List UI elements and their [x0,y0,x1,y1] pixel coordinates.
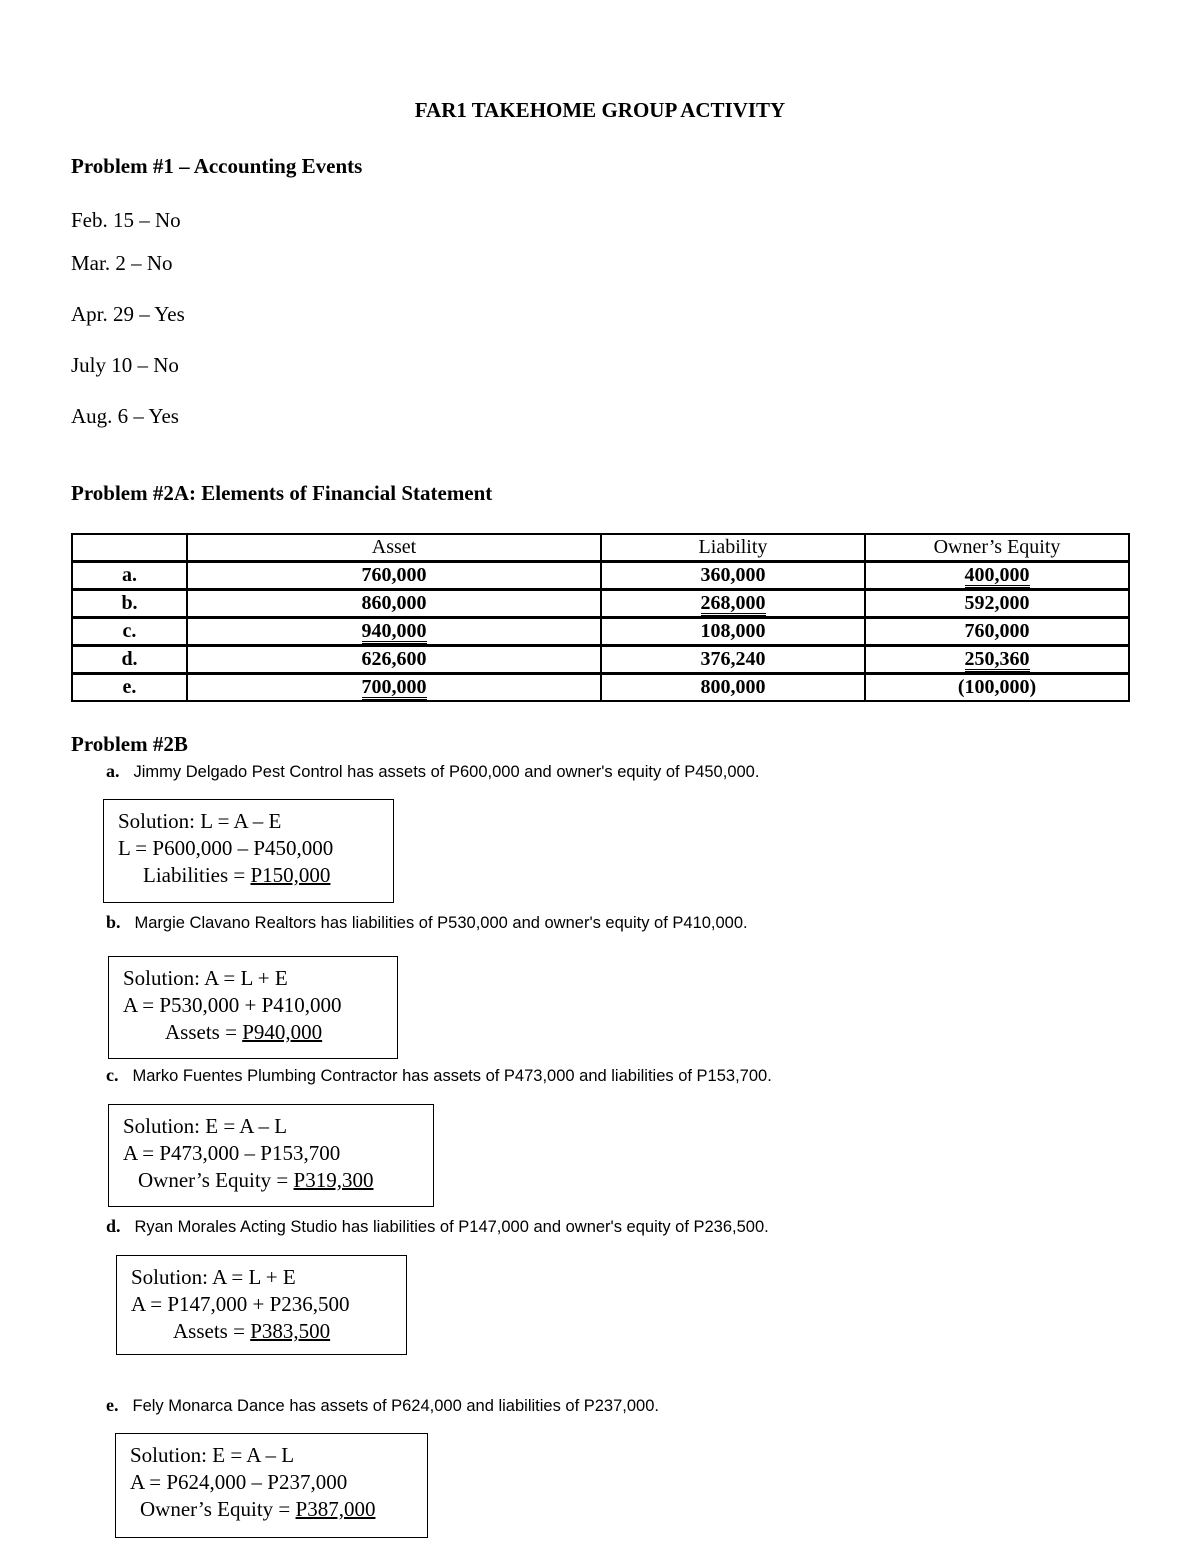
equity-cell: (100,000) [865,674,1129,702]
solution-formula: Solution: E = A – L [123,1114,288,1138]
solution-box [103,799,394,903]
solution-label: Assets = [165,1020,243,1044]
solution-answer: P319,300 [293,1168,374,1192]
solution-formula: Solution: A = L + E [131,1265,296,1289]
liability-cell: 360,000 [601,562,865,590]
equity-cell: 760,000 [865,618,1129,646]
description-text: Marko Fuentes Plumbing Contractor has assets of P473,000 and liabilities of P153,700. [132,1067,772,1085]
header-blank [72,534,187,562]
row-label: a. [72,562,187,590]
liability-cell-answer: 268,000 [700,592,766,614]
solution-computation: L = P600,000 – P450,000 [118,836,334,860]
solution-formula: Solution: E = A – L [130,1443,295,1467]
item-letter: a. [106,761,120,781]
asset-cell: 760,000 [187,562,601,590]
equity-cell-answer: 250,360 [964,648,1030,670]
solution-box [108,956,398,1059]
event-item: Apr. 29 – Yes [71,302,185,326]
table-header-row [72,534,1129,562]
table-row [72,618,1129,646]
solution-label: Liabilities = [143,863,251,887]
asset-cell-answer: 700,000 [361,676,427,698]
solution-box [115,1433,428,1538]
description-text: Margie Clavano Realtors has liabilities of P530,000 and owner's equity of P410,000. [134,914,748,932]
header-liability: Liability [601,534,865,562]
event-item: Mar. 2 – No [71,251,173,275]
problem-description [106,1216,769,1237]
liability-cell: 108,000 [601,618,865,646]
header-equity: Owner’s Equity [865,534,1129,562]
solution-computation: A = P473,000 – P153,700 [123,1141,341,1165]
table-row [72,646,1129,674]
solution-computation: A = P624,000 – P237,000 [130,1470,348,1494]
event-item: Aug. 6 – Yes [71,404,179,428]
row-label: e. [72,674,187,702]
problem-description [106,1065,772,1086]
description-text: Ryan Morales Acting Studio has liabilities of P147,000 and owner's equity of P236,500. [134,1218,769,1236]
solution-box [108,1104,434,1207]
event-item: Feb. 15 – No [71,208,181,232]
problem-description [106,912,748,933]
solution-label: Owner’s Equity = [138,1168,294,1192]
item-letter: d. [106,1216,121,1236]
header-asset: Asset [187,534,601,562]
description-text: Jimmy Delgado Pest Control has assets of P600,000 and owner's equity of P450,000. [133,763,760,781]
table-row [72,590,1129,618]
item-letter: e. [106,1395,119,1415]
event-item: July 10 – No [71,353,179,377]
problem-description [106,1395,659,1416]
solution-computation: A = P530,000 + P410,000 [123,993,342,1017]
solution-answer: P383,500 [250,1319,331,1343]
problem2b-heading: Problem #2B [71,732,188,756]
solution-label: Assets = [173,1319,251,1343]
solution-answer: P387,000 [295,1497,376,1521]
asset-cell-answer: 940,000 [361,620,427,642]
problem-description [106,761,759,782]
solution-box [116,1255,407,1355]
liability-cell: 376,240 [601,646,865,674]
solution-computation: A = P147,000 + P236,500 [131,1292,350,1316]
description-text: Fely Monarca Dance has assets of P624,000 and liabilities of P237,000. [132,1397,659,1415]
liability-cell: 800,000 [601,674,865,702]
solution-formula: Solution: L = A – E [118,809,282,833]
row-label: c. [72,618,187,646]
asset-cell: 860,000 [187,590,601,618]
item-letter: b. [106,912,121,932]
solution-answer: P940,000 [242,1020,323,1044]
problem2a-heading: Problem #2A: Elements of Financial Statement [71,481,493,505]
solution-answer: P150,000 [250,863,331,887]
solution-label: Owner’s Equity = [140,1497,296,1521]
problem1-heading: Problem #1 – Accounting Events [71,154,363,178]
solution-formula: Solution: A = L + E [123,966,288,990]
row-label: d. [72,646,187,674]
equity-cell-answer: 400,000 [964,564,1030,586]
document-title: FAR1 TAKEHOME GROUP ACTIVITY [414,98,786,122]
table-row [72,674,1129,702]
table-row [72,562,1129,590]
item-letter: c. [106,1065,119,1085]
row-label: b. [72,590,187,618]
equity-cell: 592,000 [865,590,1129,618]
financial-elements-table [71,533,1130,702]
asset-cell: 626,600 [187,646,601,674]
